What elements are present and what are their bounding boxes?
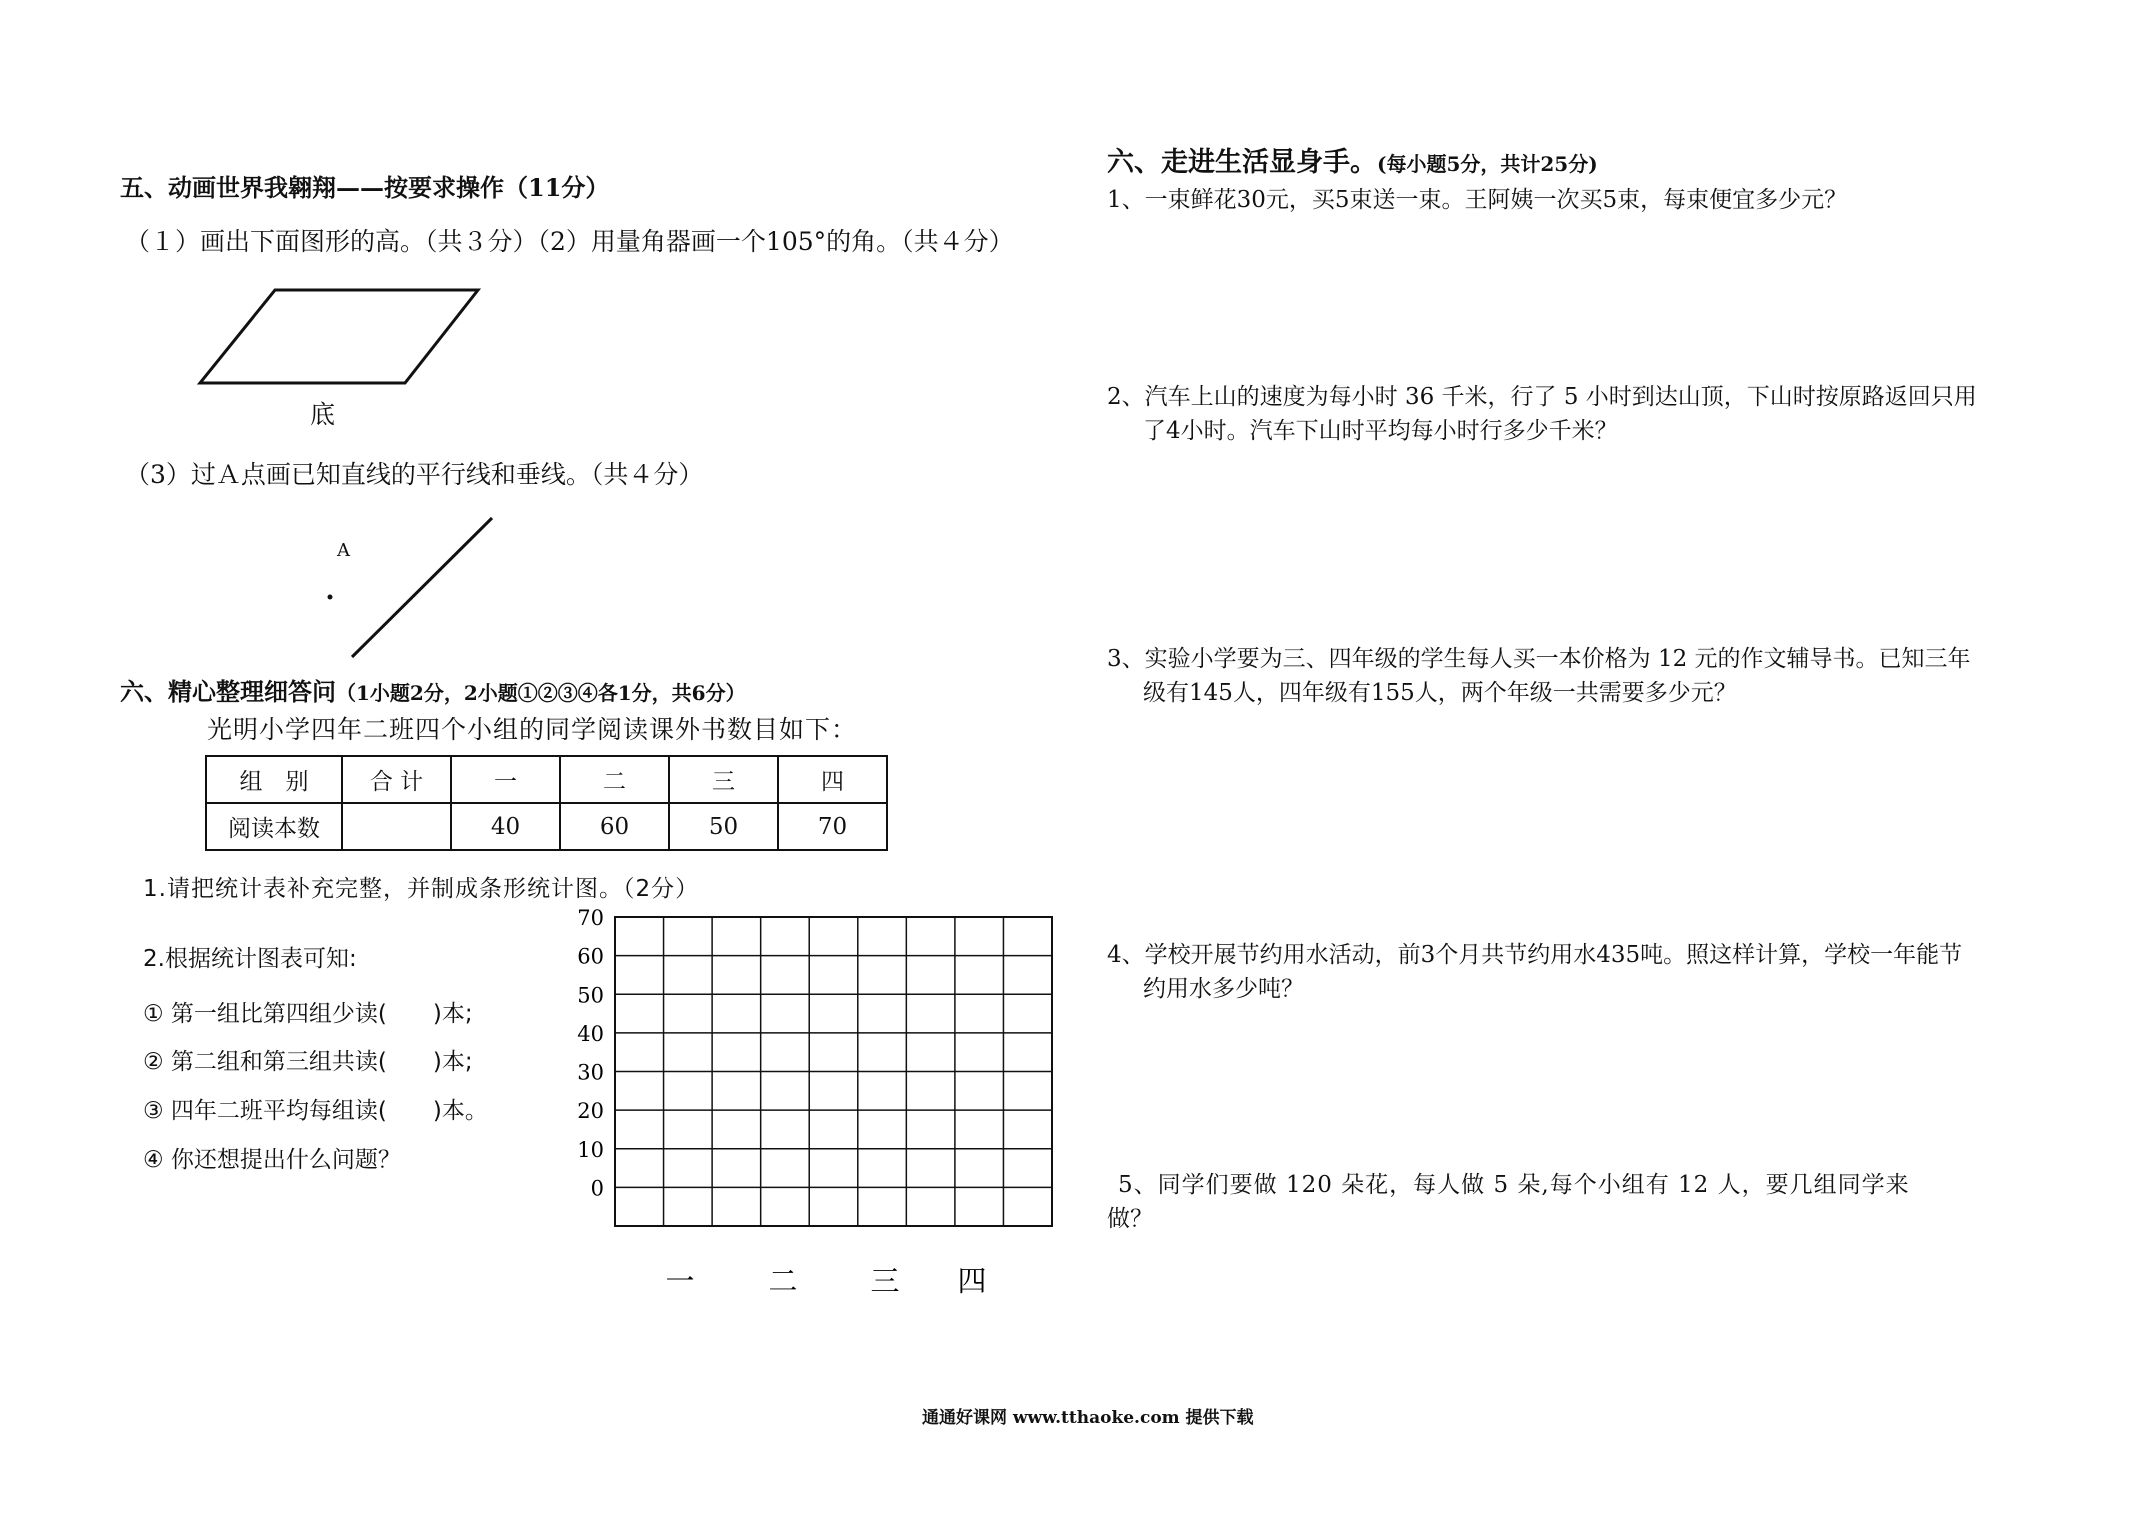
problem-1: 1、一束鲜花30元，买5束送一束。王阿姨一次买5束，每束便宜多少元？ bbox=[1107, 187, 1848, 213]
table-header-cell: 组 别 bbox=[206, 756, 342, 803]
stat-question-2: 2.根据统计图表可知: bbox=[143, 946, 357, 972]
problem-2-line-2: 了4小时。汽车下山时平均每小时行多少千米？ bbox=[1143, 418, 1618, 444]
table-row-label: 阅读本数 bbox=[206, 803, 342, 850]
problem-3-line-1: 3、实验小学要为三、四年级的学生每人买一本价格为 12 元的作文辅导书。已知三年 bbox=[1107, 646, 1971, 672]
y-tick-label: 20 bbox=[577, 1099, 604, 1124]
stat-sub-question-1: ① 第一组比第四组少读( )本; bbox=[143, 1001, 473, 1027]
section6-intro: 光明小学四年二班四个小组的同学阅读课外书数目如下： bbox=[207, 715, 858, 744]
table-header-cell: 三 bbox=[669, 756, 778, 803]
stat-sub-question-2: ② 第二组和第三组共读( )本; bbox=[143, 1049, 473, 1075]
x-category-label: 三 bbox=[870, 1264, 900, 1298]
point-a-label: A bbox=[337, 540, 350, 561]
table-cell: 70 bbox=[778, 803, 887, 850]
table-header-cell: 二 bbox=[560, 756, 669, 803]
section5-question-3: （3）过Ａ点画已知直线的平行线和垂线。（共４分） bbox=[125, 460, 704, 489]
section6-left-title-note: （1小题2分，2小题①②③④各1分，共6分） bbox=[336, 681, 746, 705]
table-header-cell: 四 bbox=[778, 756, 887, 803]
base-label: 底 bbox=[310, 400, 336, 429]
footer-source: 通通好课网 www.tthaoke.com 提供下载 bbox=[922, 1408, 1254, 1428]
table-cell: 50 bbox=[669, 803, 778, 850]
table-header-cell: 合 计 bbox=[342, 756, 451, 803]
y-tick-label: 70 bbox=[577, 906, 604, 930]
problem-5-line-2: 做？ bbox=[1107, 1206, 1153, 1232]
problem-2-line-1: 2、汽车上山的速度为每小时 36 千米，行了 5 小时到达山顶，下山时按原路返回只用 bbox=[1107, 384, 1977, 410]
section5-title: 五、动画世界我翱翔——按要求操作（11分） bbox=[120, 173, 610, 202]
section6-right-title bbox=[1107, 140, 1598, 179]
table-header-cell: 一 bbox=[451, 756, 560, 803]
x-category-label: 四 bbox=[957, 1264, 987, 1298]
section5-question-1-2: （１）画出下面图形的高。（共３分）（2）用量角器画一个105°的角。（共４分） bbox=[125, 227, 1014, 256]
problem-4-line-1: 4、学校开展节约用水活动，前3个月共节约用水435吨。照这样计算，学校一年能节 bbox=[1107, 942, 1963, 968]
section6-left-title-main: 六、精心整理细答问 bbox=[120, 677, 336, 706]
stat-question-1: 1.请把统计表补充完整，并制成条形统计图。（2分） bbox=[143, 876, 700, 902]
section6-right-title-main: 六、走进生活显身手。 bbox=[1107, 147, 1377, 178]
section6-right-title-note: (每小题5分，共计25分) bbox=[1377, 152, 1598, 176]
y-tick-label: 40 bbox=[577, 1021, 604, 1046]
y-tick-label: 30 bbox=[577, 1060, 604, 1085]
y-tick-label: 0 bbox=[590, 1176, 604, 1201]
problem-5-line-1: 5、同学们要做 120 朵花，每人做 5 朵,每个小组有 12 人，要几组同学来 bbox=[1118, 1172, 1910, 1198]
x-category-label: 一 bbox=[665, 1264, 695, 1298]
y-tick-label: 10 bbox=[577, 1137, 604, 1162]
stat-sub-question-4: ④ 你还想提出什么问题？ bbox=[143, 1147, 401, 1173]
x-category-label: 二 bbox=[768, 1264, 798, 1298]
table-cell: 60 bbox=[560, 803, 669, 850]
y-tick-label: 50 bbox=[577, 983, 604, 1008]
problem-3-line-2: 级有145人，四年级有155人，两个年级一共需要多少元？ bbox=[1143, 680, 1737, 706]
problem-4-line-2: 约用水多少吨？ bbox=[1143, 976, 1304, 1002]
stat-sub-question-3: ③ 四年二班平均每组读( )本。 bbox=[143, 1098, 488, 1124]
y-tick-label: 60 bbox=[577, 944, 604, 969]
table-cell: 40 bbox=[451, 803, 560, 850]
